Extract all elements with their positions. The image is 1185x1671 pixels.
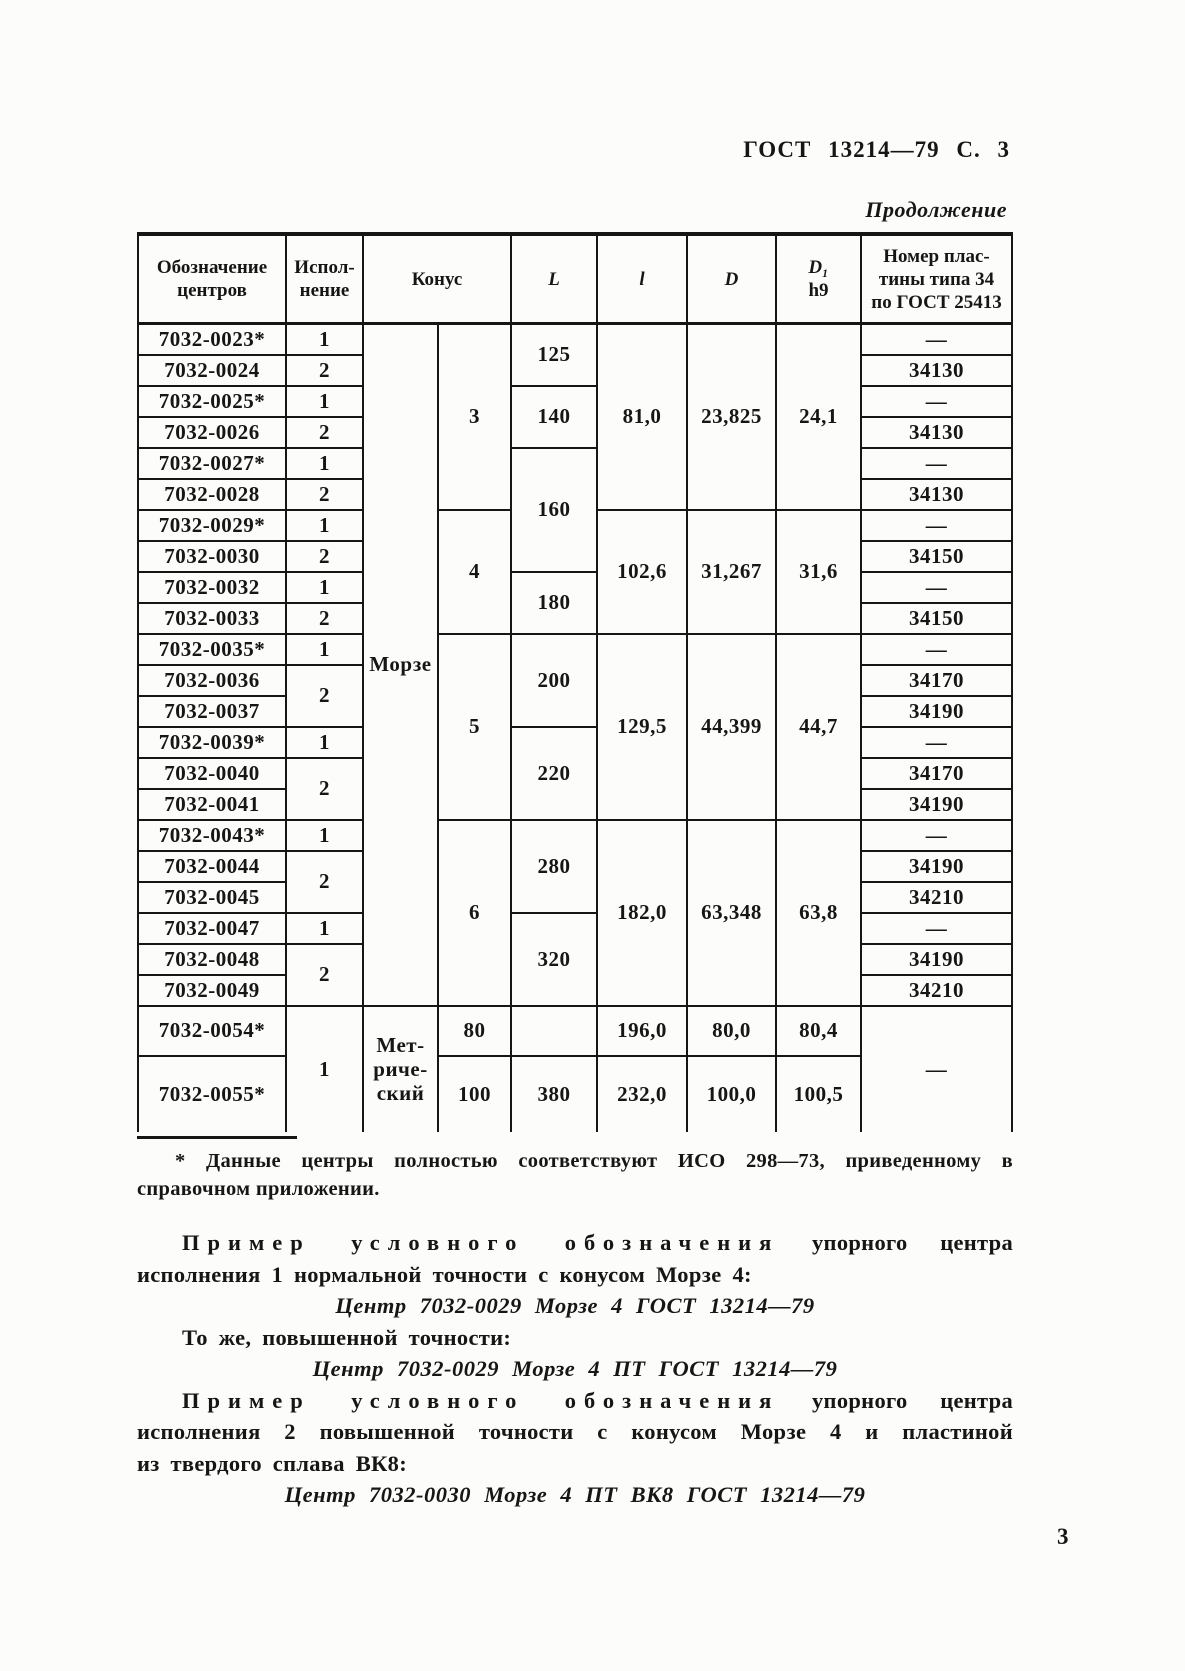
table-cell: 34150	[861, 603, 1012, 634]
table-cell: 81,0	[597, 324, 687, 510]
table-cell: 7032-0054*	[138, 1006, 286, 1056]
header-row	[138, 234, 1012, 324]
table-cell: 7032-0039*	[138, 727, 286, 758]
table-cell: 2	[286, 665, 363, 727]
table-cell: 5	[438, 634, 511, 820]
table-cell: —	[861, 386, 1012, 417]
spaced-phrase: Пример условного обозначения	[182, 1230, 780, 1255]
table-cell: 2	[286, 355, 363, 386]
table-cell: 7032-0033	[138, 603, 286, 634]
table-cell: 2	[286, 417, 363, 448]
table-cell: 7032-0029*	[138, 510, 286, 541]
table-cell: 44,7	[776, 634, 861, 820]
table-cell: 7032-0035*	[138, 634, 286, 665]
table-cell: 2	[286, 603, 363, 634]
table-cell: —	[861, 510, 1012, 541]
table-cell: 160	[511, 448, 597, 572]
column-header: Конус	[363, 234, 511, 324]
table-row	[138, 572, 1012, 603]
table-cell: 7032-0026	[138, 417, 286, 448]
footnote-line-2: справочном приложении.	[137, 1178, 380, 1200]
column-header: D₁ h9	[776, 234, 861, 324]
table-head	[138, 234, 1012, 324]
table-row	[138, 386, 1012, 417]
table-cell: 1	[286, 913, 363, 944]
example-intro-2-line-1	[137, 1385, 1013, 1417]
table-cell: 44,399	[687, 634, 776, 820]
footnote	[137, 1147, 1013, 1203]
table-cell: 34190	[861, 696, 1012, 727]
column-header: Испол- нение	[286, 234, 363, 324]
table-cell: 7032-0032	[138, 572, 286, 603]
table-cell: 63,8	[776, 820, 861, 1006]
phrase-rest: упорного центра	[779, 1387, 1013, 1413]
table-cell: 129,5	[597, 634, 687, 820]
table-cell: 34210	[861, 975, 1012, 1006]
table-cell: 34150	[861, 541, 1012, 572]
table-cell	[511, 1006, 597, 1056]
table-cell: 3	[438, 324, 511, 510]
table-cell: 34130	[861, 479, 1012, 510]
table-row	[138, 727, 1012, 758]
table-cell: 2	[286, 758, 363, 820]
examples-block	[137, 1227, 1013, 1511]
table-row	[138, 820, 1012, 851]
column-header: Номер плас- тины типа 34 по ГОСТ 25413	[861, 234, 1012, 324]
table-cell: 34190	[861, 944, 1012, 975]
page-number: 3	[1057, 1524, 1069, 1549]
same-precision-line: То же, повышенной точности:	[182, 1324, 512, 1350]
table-cell: 280	[511, 820, 597, 913]
table-cell: —	[861, 324, 1012, 355]
table-cell: 232,0	[597, 1056, 687, 1132]
table-cell: 31,6	[776, 510, 861, 634]
table-cell: 100,0	[687, 1056, 776, 1132]
table-cell: 7032-0045	[138, 882, 286, 913]
table-cell: 7032-0055*	[138, 1056, 286, 1132]
table-cell: 7032-0028	[138, 479, 286, 510]
table-cell: 80,4	[776, 1006, 861, 1056]
running-header: ГОСТ 13214—79 С. 3	[743, 137, 1010, 162]
table-cell: 100	[438, 1056, 511, 1132]
table-cell: 34210	[861, 882, 1012, 913]
table-cell: 80,0	[687, 1006, 776, 1056]
table-cell: 1	[286, 1006, 363, 1132]
table-cell: 7032-0040	[138, 758, 286, 789]
table-cell: 125	[511, 324, 597, 386]
table-cell: —	[861, 820, 1012, 851]
table-cell: 180	[511, 572, 597, 634]
table-cell: 80	[438, 1006, 511, 1056]
table-cell: 1	[286, 386, 363, 417]
table-cell: 6	[438, 820, 511, 1006]
table-cell: 1	[286, 727, 363, 758]
table-cell: 220	[511, 727, 597, 820]
table-cell: 1	[286, 572, 363, 603]
table-cell: 1	[286, 324, 363, 355]
table-cell: 7032-0023*	[138, 324, 286, 355]
column-header: Обозначение центров	[138, 234, 286, 324]
table-row	[138, 324, 1012, 355]
example-designation-2: Центр 7032-0029 Морзе 4 ПТ ГОСТ 13214—79	[312, 1356, 838, 1381]
table-cell: 7032-0024	[138, 355, 286, 386]
table-cell: 2	[286, 851, 363, 913]
table-cell: —	[861, 634, 1012, 665]
table-cell: 34130	[861, 355, 1012, 386]
table-row	[138, 634, 1012, 665]
table-row	[138, 913, 1012, 944]
example-intro-1-line-1	[137, 1227, 1013, 1259]
table-cell: 31,267	[687, 510, 776, 634]
table-cell: —	[861, 572, 1012, 603]
column-header: L	[511, 234, 597, 324]
table-cell: 320	[511, 913, 597, 1006]
table-cell: 7032-0025*	[138, 386, 286, 417]
example-intro-2-line-3: из твердого сплава ВК8:	[137, 1450, 408, 1476]
footnote-rule	[137, 1136, 297, 1139]
table-cell: 24,1	[776, 324, 861, 510]
table-cell: 7032-0047	[138, 913, 286, 944]
table-cell: 7032-0036	[138, 665, 286, 696]
example-intro-2-line-2: исполнения 2 повышенной точности с конусом Морзе 4 и пластиной	[137, 1419, 1013, 1444]
table-row	[138, 1006, 1012, 1056]
footnote-line-1: * Данные центры полностью соответствуют ИСО 298—73, приведенному в	[175, 1150, 1013, 1172]
table-cell: 34170	[861, 665, 1012, 696]
table-cell: 63,348	[687, 820, 776, 1006]
table-cell: 200	[511, 634, 597, 727]
table-cell: 196,0	[597, 1006, 687, 1056]
table-cell: 2	[286, 944, 363, 1006]
phrase-rest: упорного центра	[779, 1230, 1013, 1255]
column-header: D	[687, 234, 776, 324]
table-cell: 2	[286, 541, 363, 572]
continuation-label: Продолжение	[865, 197, 1007, 222]
table-cell: 1	[286, 634, 363, 665]
table-cell: 140	[511, 386, 597, 448]
table-cell: 7032-0027*	[138, 448, 286, 479]
table-cell: 34170	[861, 758, 1012, 789]
table-cell: 23,825	[687, 324, 776, 510]
table-cell: 7032-0044	[138, 851, 286, 882]
table-cell: 7032-0041	[138, 789, 286, 820]
table-cell: 182,0	[597, 820, 687, 1006]
table-cell: 1	[286, 448, 363, 479]
example-intro-1-line-2: исполнения 1 нормальной точности с конусом Морзе 4:	[137, 1261, 752, 1287]
table-cell: 2	[286, 479, 363, 510]
column-header: l	[597, 234, 687, 324]
table-cell: 34190	[861, 789, 1012, 820]
table-cell: 1	[286, 820, 363, 851]
table-cell: Морзе	[363, 324, 438, 1006]
table-cell: 4	[438, 510, 511, 634]
table-cell: 1	[286, 510, 363, 541]
centers-table	[137, 232, 1013, 1132]
example-designation-3: Центр 7032-0030 Морзе 4 ПТ ВК8 ГОСТ 13214—79	[284, 1482, 866, 1507]
table-cell: 7032-0037	[138, 696, 286, 727]
table-cell: 7032-0030	[138, 541, 286, 572]
table-cell: —	[861, 448, 1012, 479]
table-cell: Мет- риче- ский	[363, 1006, 438, 1132]
table-cell: 380	[511, 1056, 597, 1132]
spaced-phrase: Пример условного обозначения	[182, 1387, 780, 1413]
table-cell: —	[861, 1006, 1012, 1132]
table-cell: 34190	[861, 851, 1012, 882]
table-cell: 102,6	[597, 510, 687, 634]
table-cell: 7032-0048	[138, 944, 286, 975]
example-designation-1: Центр 7032-0029 Морзе 4 ГОСТ 13214—79	[335, 1293, 815, 1318]
table-cell: 7032-0043*	[138, 820, 286, 851]
table-cell: 7032-0049	[138, 975, 286, 1006]
table-row	[138, 448, 1012, 479]
table-body	[138, 324, 1012, 1132]
table-cell: 100,5	[776, 1056, 861, 1132]
table-cell: —	[861, 727, 1012, 758]
table-cell: —	[861, 913, 1012, 944]
table-cell: 34130	[861, 417, 1012, 448]
